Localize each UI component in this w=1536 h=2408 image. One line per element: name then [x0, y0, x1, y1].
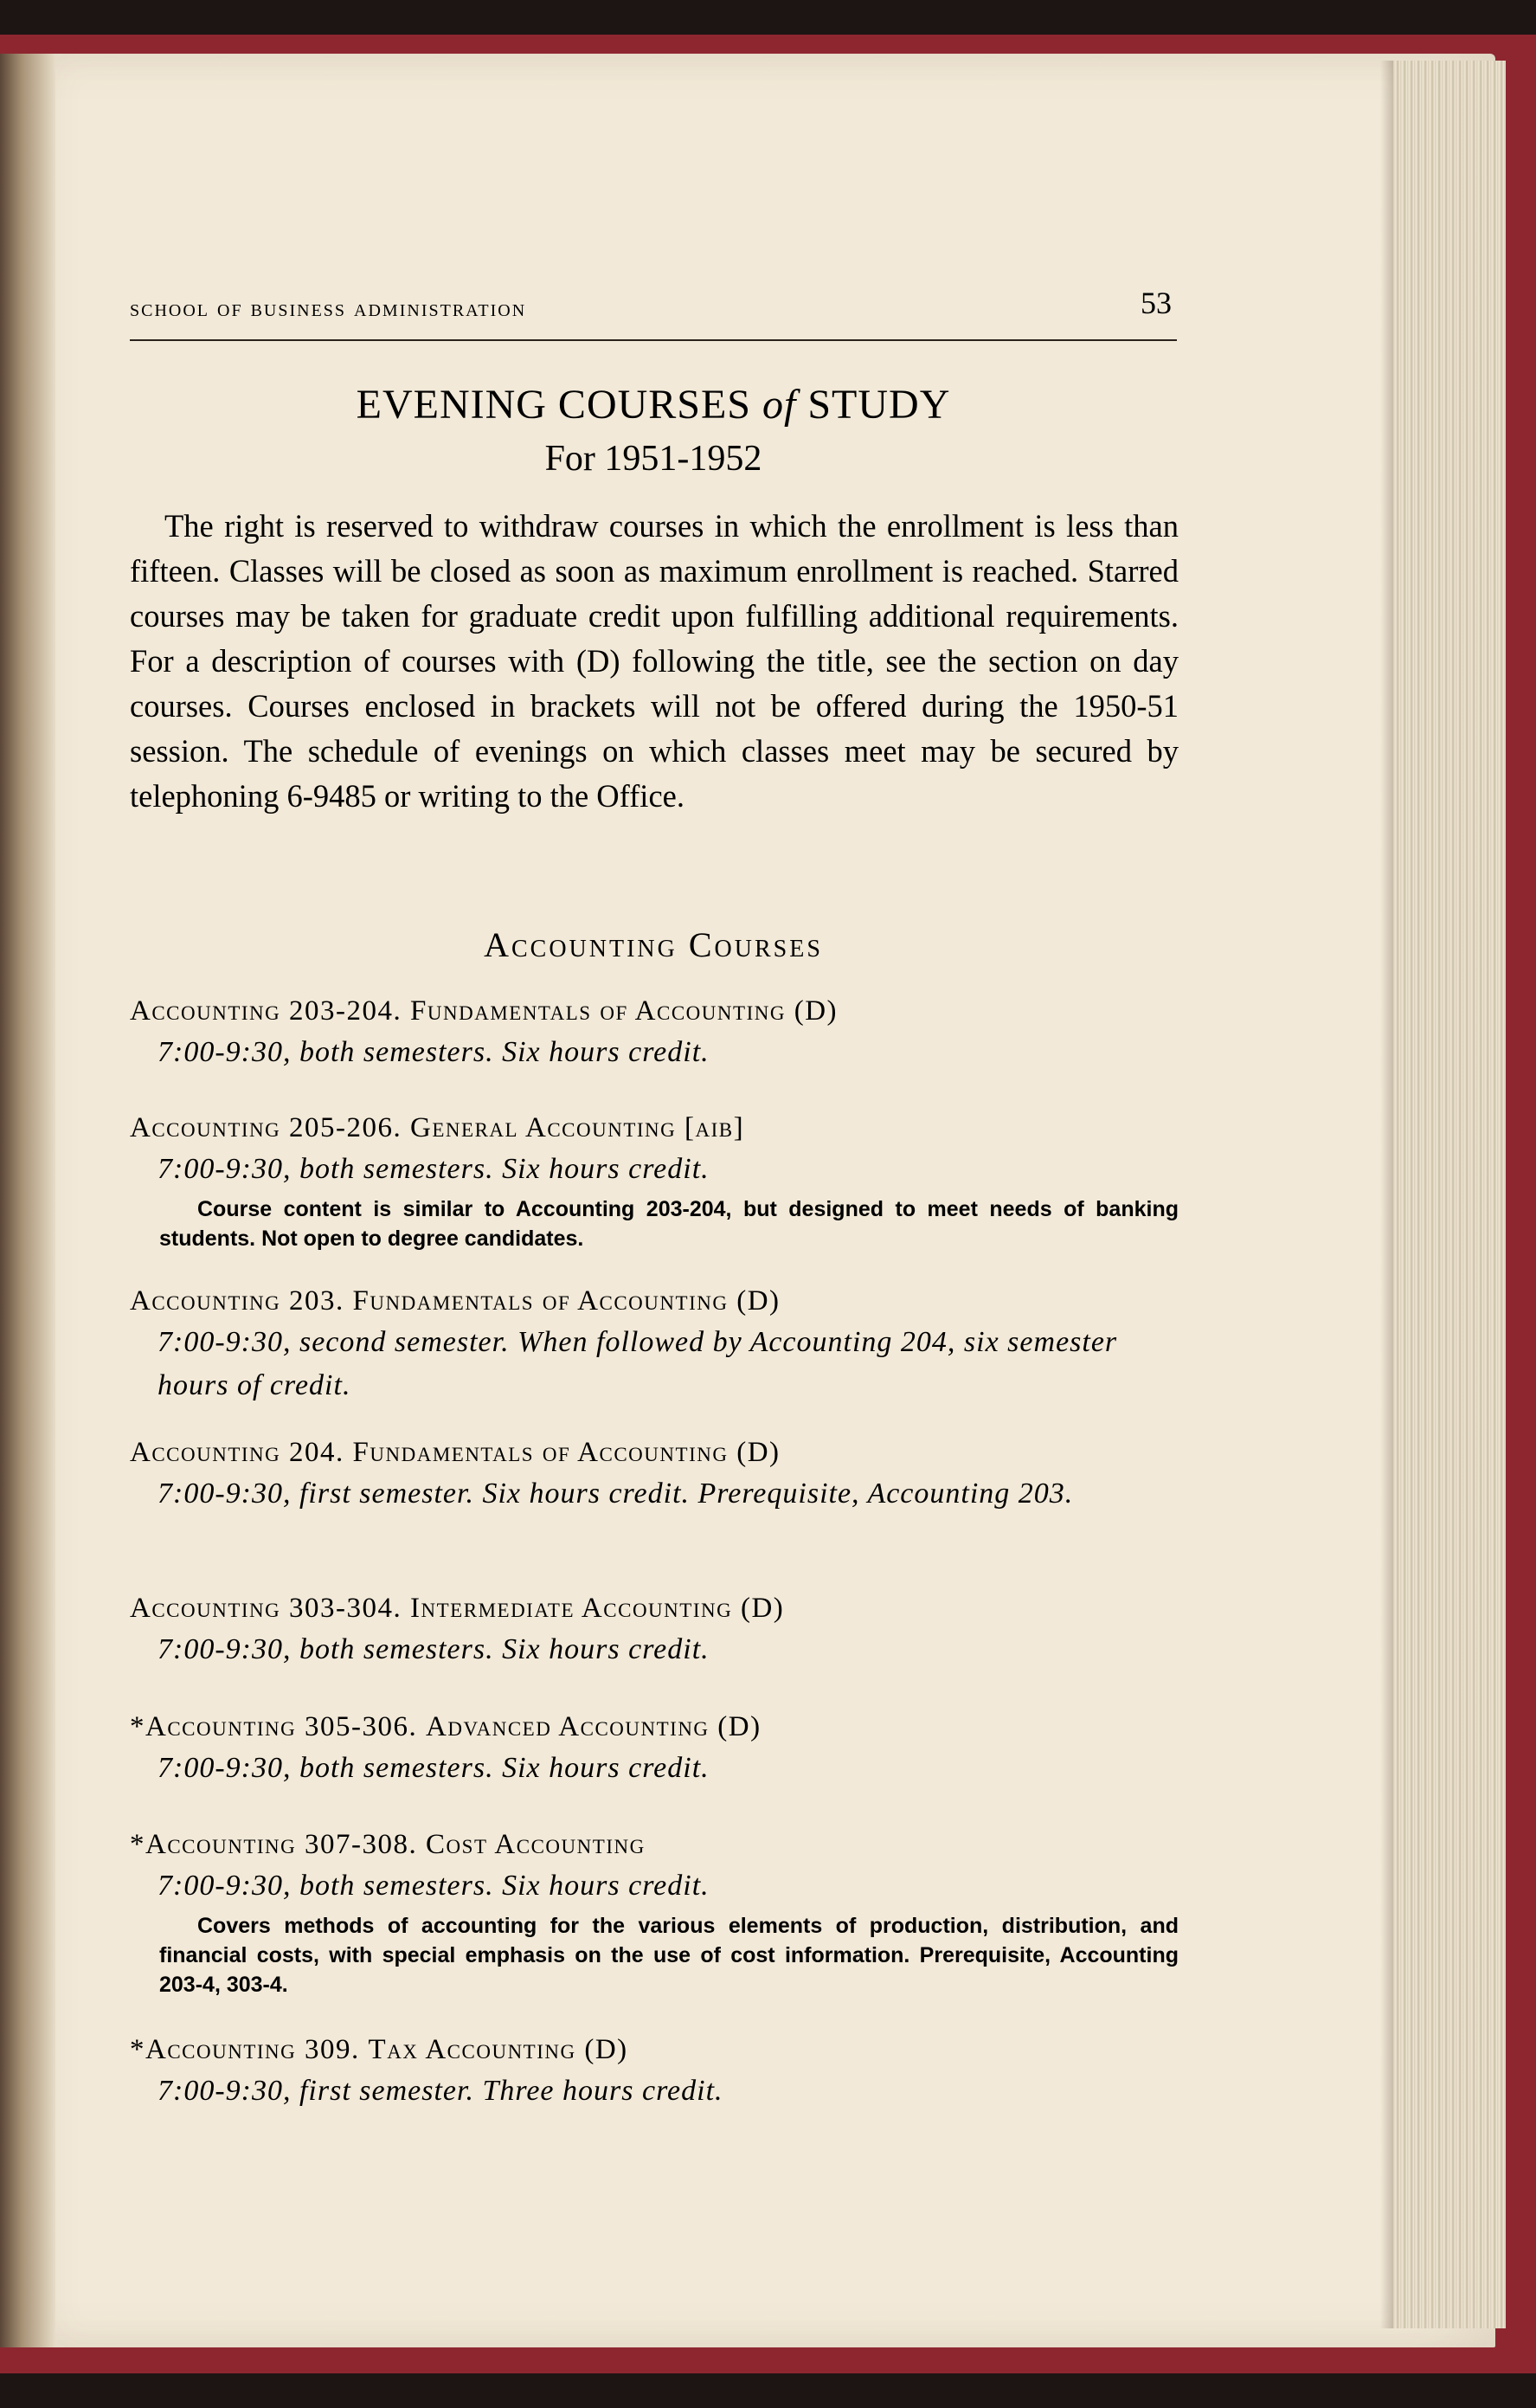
course-number: 303-304.	[289, 1593, 402, 1624]
page-subtitle: For 1951-1952	[544, 439, 762, 479]
title-of: of	[762, 382, 797, 428]
course-star: *	[130, 1829, 145, 1860]
course-number: 204.	[289, 1437, 344, 1468]
course-schedule: 7:00-9:30, both semesters. Six hours credit.	[157, 1036, 710, 1068]
course-entry	[130, 1281, 1179, 1407]
course-heading	[130, 1707, 1179, 1747]
course-title: Fundamentals of Accounting	[352, 1285, 729, 1317]
course-schedule: 7:00-9:30, first semester. Six hours credit. Prerequisite, Accounting 203.	[157, 1478, 1074, 1510]
book-cover-bottom	[0, 2347, 1536, 2373]
course-tag: (D)	[736, 1437, 781, 1468]
course-entry	[130, 1108, 1179, 1253]
course-title: Fundamentals of Accounting	[410, 995, 786, 1027]
course-dept: Accounting	[145, 2034, 297, 2065]
course-tag: (D)	[740, 1593, 785, 1624]
course-tag: (D)	[717, 1711, 762, 1742]
title-part-2: STUDY	[807, 382, 951, 428]
running-head-title: school of business administration	[130, 295, 527, 322]
course-entry	[130, 2030, 1179, 2113]
course-star: *	[130, 2034, 145, 2065]
course-dept: Accounting	[130, 995, 281, 1027]
page-number: 53	[1141, 286, 1172, 320]
course-tag: (D)	[794, 995, 839, 1027]
course-number: 307-308.	[305, 1829, 418, 1860]
course-number: 203-204.	[289, 995, 402, 1027]
course-tag: (D)	[736, 1285, 781, 1317]
course-title: Advanced Accounting	[426, 1711, 710, 1742]
page-title	[130, 381, 1177, 428]
course-schedule: 7:00-9:30, both semesters. Six hours credit.	[157, 1752, 710, 1784]
course-tag: [aib]	[684, 1112, 745, 1143]
course-number: 305-306.	[305, 1711, 418, 1742]
course-tag: (D)	[584, 2034, 628, 2065]
course-description: Course content is similar to Accounting 203-204, but designed to meet needs of banking students. Not open to degree candidates.	[159, 1197, 1179, 1251]
course-schedule: 7:00-9:30, both semesters. Six hours credit.	[157, 1153, 710, 1185]
course-title: Tax Accounting	[368, 2034, 576, 2065]
course-entry	[130, 1588, 1179, 1671]
course-entry	[130, 991, 1179, 1074]
header-rule	[130, 339, 1177, 341]
course-star: *	[130, 1711, 145, 1742]
running-head	[130, 288, 1177, 323]
course-schedule: 7:00-9:30, first semester. Three hours credit.	[157, 2075, 723, 2107]
course-heading	[130, 1825, 1179, 1864]
page-fore-edge	[1393, 61, 1506, 2328]
course-description: Covers methods of accounting for the various elements of production, distribution, and financial costs, with special emphasis on the use of cost information. Prerequisite, Accounting 203-4, 303-4.	[159, 1914, 1179, 1997]
title-part-1: EVENING COURSES	[356, 382, 751, 428]
course-entry	[130, 1433, 1179, 1516]
course-dept: Accounting	[130, 1437, 281, 1468]
course-number: 205-206.	[289, 1112, 402, 1143]
course-schedule: 7:00-9:30, both semesters. Six hours credit.	[157, 1633, 710, 1665]
section-title: Accounting Courses	[484, 925, 823, 964]
course-number: 203.	[289, 1285, 344, 1317]
course-entry	[130, 1707, 1179, 1790]
page-gutter	[0, 54, 55, 2347]
course-title: Cost Accounting	[426, 1829, 646, 1860]
course-schedule: 7:00-9:30, second semester. When followed by Accounting 204, six semester hours of credit.	[157, 1326, 1118, 1401]
course-heading	[130, 1281, 1179, 1321]
course-heading	[130, 1433, 1179, 1472]
course-schedule: 7:00-9:30, both semesters. Six hours credit.	[157, 1870, 710, 1902]
course-heading	[130, 2030, 1179, 2070]
course-entry	[130, 1825, 1179, 1999]
course-heading	[130, 991, 1179, 1031]
course-heading	[130, 1588, 1179, 1628]
course-title: Fundamentals of Accounting	[352, 1437, 729, 1468]
course-dept: Accounting	[145, 1829, 297, 1860]
course-title: Intermediate Accounting	[410, 1593, 733, 1624]
course-dept: Accounting	[145, 1711, 297, 1742]
intro-paragraph: The right is reserved to withdraw courses in which the enrollment is less than fifteen. Classes will be closed as soon as maximum enrollment is reached. Starred courses may be taken for graduate credit upon fulfilling additional requirements. For a description of courses with (D) following the title, see the section on day courses. Courses enclosed in brackets will not be offered during the 1950-51 session. The schedule of evenings on which classes meet may be secured by telephoning 6-9485 or writing to the Office.	[130, 508, 1179, 814]
course-title: General Accounting	[410, 1112, 677, 1143]
course-number: 309.	[305, 2034, 360, 2065]
course-dept: Accounting	[130, 1112, 281, 1143]
course-dept: Accounting	[130, 1285, 281, 1317]
course-heading	[130, 1108, 1179, 1148]
course-dept: Accounting	[130, 1593, 281, 1624]
